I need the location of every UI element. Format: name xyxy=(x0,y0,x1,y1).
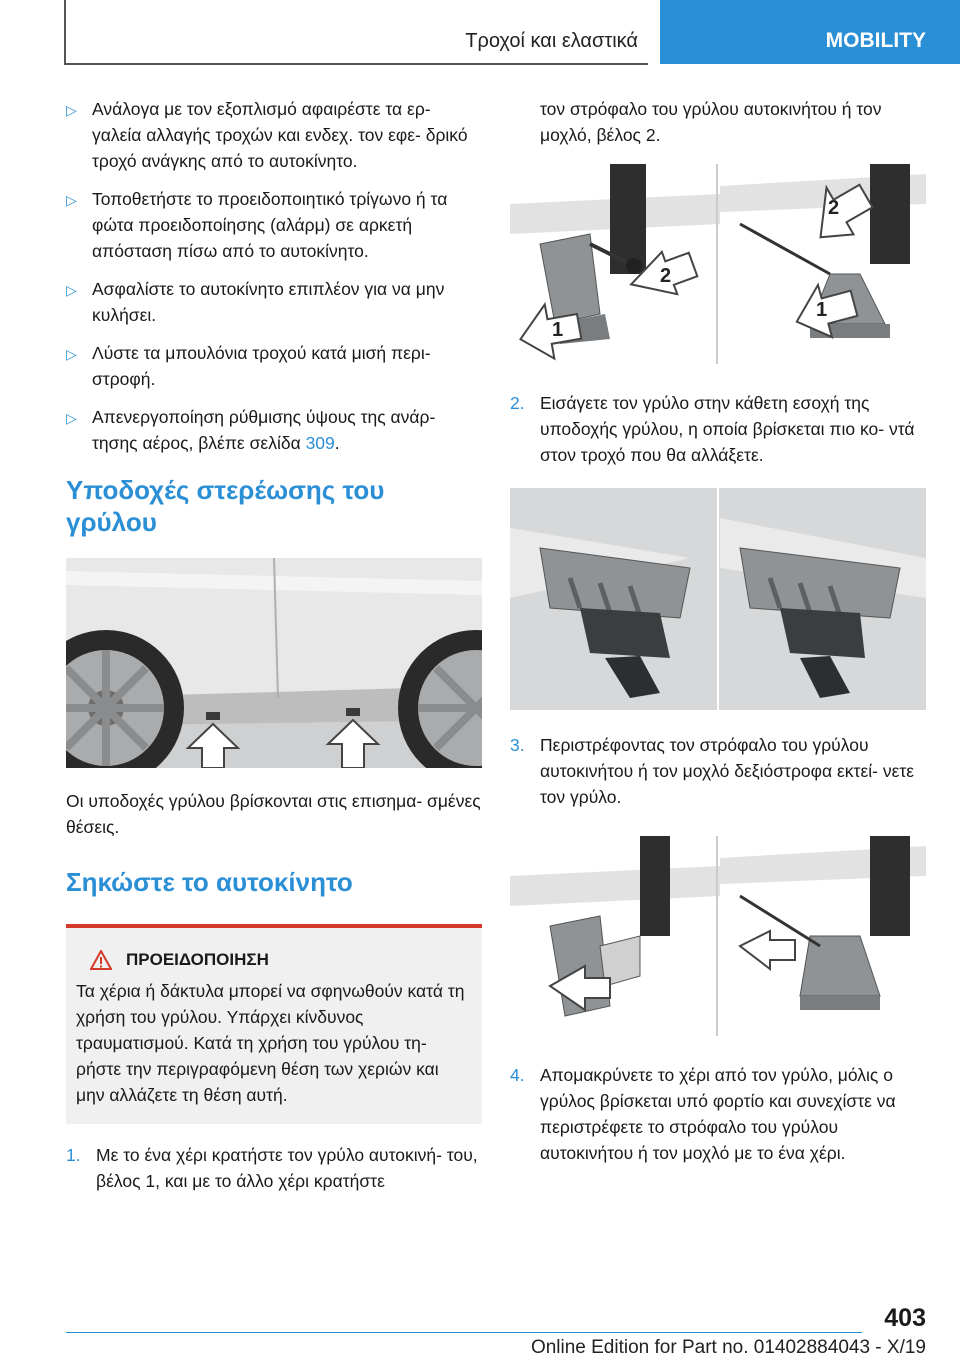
header-rule-bottom xyxy=(64,63,648,65)
footer-rule xyxy=(66,1332,862,1333)
bullet-item: ▷ Ανάλογα με τον εξοπλισμό αφαιρέστε τα ερ‐ γαλεία αλλαγής τροχών και ενδεχ. τον εφε‐ δρικό τροχό ανάγκης από το αυτοκίνητο. xyxy=(66,99,468,171)
bullet-item: ▷ Λύστε τα μπουλόνια τροχού κατά μισή περι‐ στροφή. xyxy=(66,343,431,389)
step-number: 4. xyxy=(510,1065,525,1085)
chapter-tab xyxy=(660,0,960,64)
left-column xyxy=(66,96,482,1194)
svg-text:2: 2 xyxy=(828,197,840,219)
bullet-triangle-icon: ▷ xyxy=(66,410,77,426)
bullet-triangle-icon: ▷ xyxy=(66,192,77,208)
step-text: Περιστρέφοντας τον στρόφαλο του γρύλου αυτοκινήτου ή τον μοχλό δεξιόστροφα εκτεί‐ νετε τον γρύλο. xyxy=(540,735,915,807)
bullet-triangle-icon: ▷ xyxy=(66,282,77,298)
bullet-triangle-icon: ▷ xyxy=(66,346,77,362)
right-column xyxy=(510,96,926,1166)
step-item xyxy=(510,732,926,810)
chapter-label: MOBILITY xyxy=(825,29,926,52)
svg-text:1: 1 xyxy=(552,319,564,341)
heading-raise-car: Σηκώστε το αυτοκίνητο xyxy=(66,867,353,897)
jack-hold-illustration xyxy=(510,164,926,364)
jack-points-caption: Οι υποδοχές γρύλου βρίσκονται στις επισημα‐ σμένες θέσεις. xyxy=(66,791,481,837)
bullet-triangle-icon: ▷ xyxy=(66,102,77,118)
warning-box xyxy=(66,924,482,1124)
step-text: Εισάγετε τον γρύλο στην κάθετη εσοχή της υποδοχής γρύλου, η οποία βρίσκεται πιο κο‐ ντά στον τροχό που θα αλλάξετε. xyxy=(540,393,915,465)
footer-edition: Online Edition for Part no. 01402884043 - X/19 xyxy=(530,1337,926,1358)
header-rule-left xyxy=(64,0,66,64)
bullet-item: ▷ Απενεργοποίηση ρύθμισης ύψους της ανάρ‐ τησης αέρος, βλέπε σελίδα 309. xyxy=(66,407,436,453)
jack-insert-illustration xyxy=(510,488,926,710)
jack-extend-illustration xyxy=(510,836,926,1036)
warning-title: ΠΡΟΕΙΔΟΠΟΙΗΣΗ xyxy=(126,950,269,969)
step-item xyxy=(510,1062,926,1166)
step-number: 3. xyxy=(510,735,525,755)
jack-points-illustration xyxy=(66,558,482,768)
heading-jack-points: Υποδοχές στερέωσης του γρύλου xyxy=(66,475,385,537)
warning-header xyxy=(90,950,468,970)
bullet-item: ▷ Τοποθετήστε το προειδοποιητικό τρίγωνο ή τα φώτα προειδοποίησης (αλάρμ) σε αρκετή απόσταση πίσω από το αυτοκίνητο. xyxy=(66,189,448,261)
step-text: Απομακρύνετε το χέρι από τον γρύλο, μόλις ο γρύλος βρίσκεται υπό φορτίο και συνεχίστε να περιστρέφετε το στρόφαλο του γρύλου αυτοκινήτου ή τον μοχλό με το ένα χέρι. xyxy=(540,1065,896,1163)
svg-text:1: 1 xyxy=(816,299,828,321)
page-reference-link[interactable]: 309 xyxy=(305,433,335,453)
page-number: 403 xyxy=(884,1304,926,1332)
section-title: Τροχοί και ελαστικά xyxy=(465,30,638,52)
svg-text:2: 2 xyxy=(660,265,672,287)
warning-text: Τα χέρια ή δάκτυλα μπορεί να σφηνωθούν κατά τη χρήση του γρύλου. Υπάρχει κίνδυνος τραυματισμού. Κατά τη χρήση του γρύλου τη‐ ρήστε την περιγραφόμενη θέση των χεριών και μην αλλάζετε τη θέση αυτή. xyxy=(76,981,465,1105)
step-item xyxy=(510,390,926,468)
bullet-item: ▷ Ασφαλίστε το αυτοκίνητο επιπλέον για να μην κυλήσει. xyxy=(66,279,445,325)
step1-continued-text: τον στρόφαλο του γρύλου αυτοκινήτου ή τον μοχλό, βέλος 2. xyxy=(540,99,882,145)
step-item xyxy=(66,1142,482,1194)
warning-triangle-icon xyxy=(90,950,112,970)
step-number: 2. xyxy=(510,393,525,413)
step-text: Με το ένα χέρι κρατήστε τον γρύλο αυτοκινή‐ του, βέλος 1, και με το άλλο χέρι κρατήστε xyxy=(96,1145,478,1191)
step-number: 1. xyxy=(66,1145,81,1165)
